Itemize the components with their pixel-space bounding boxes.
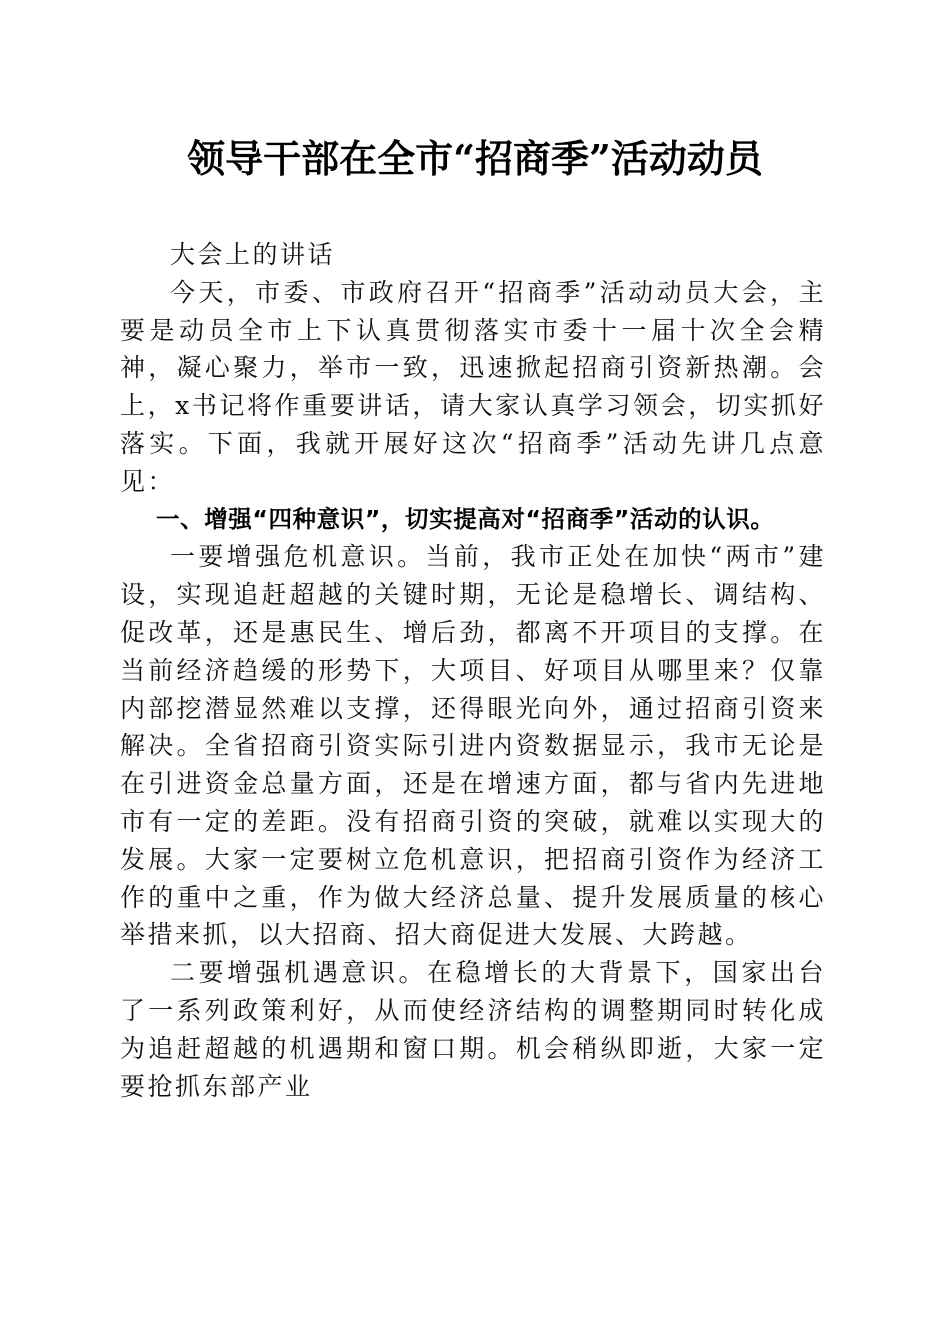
section-heading: 一、增强“四种意识”，切实提高对“招商季”活动的认识。 [156, 504, 775, 533]
paragraph-opportunity-awareness: 二要增强机遇意识。在稳增长的大背景下，国家出台了一系列政策利好，从而使经济结构的调整期同时转化成为追赶超越的机遇期和窗口期。机会稍纵即逝，大家一定要抢抓东部产业 [120, 958, 826, 1101]
paragraph-crisis-awareness: 一要增强危机意识。当前，我市正处在加快“两市”建设，实现追赶超越的关键时期，无论是稳增长、调结构、促改革，还是惠民生、增后劲，都离不开项目的支撑。在当前经济趋缓的形势下，大项目、好项目从哪里来？仅靠内部挖潜显然难以支撑，还得眼光向外，通过招商引资来解决。全省招商引资实际引进内资数据显示，我市无论是在引进资金总量方面，还是在增速方面，都与省内先进地市有一定的差距。没有招商引资的突破，就难以实现大的发展。大家一定要树立危机意识，把招商引资作为经济工作的重中之重，作为做大经济总量、提升发展质量的核心举措来抓，以大招商、招大商促进大发展、大跨越。 [120, 542, 826, 950]
subtitle-paragraph: 大会上的讲话 [170, 240, 336, 269]
document-body [120, 236, 826, 1105]
intro-paragraph: 今天，市委、市政府召开“招商季”活动动员大会，主要是动员全市上下认真贯彻落实市委十一届十次全会精神，凝心聚力，举市一致，迅速掀起招商引资新热潮。会上，x书记将作重要讲话，请大家认真学习领会，切实抓好落实。下面，我就开展好这次“招商季”活动先讲几点意见： [120, 277, 826, 496]
document-title: 领导干部在全市“招商季”活动动员 [187, 136, 763, 181]
